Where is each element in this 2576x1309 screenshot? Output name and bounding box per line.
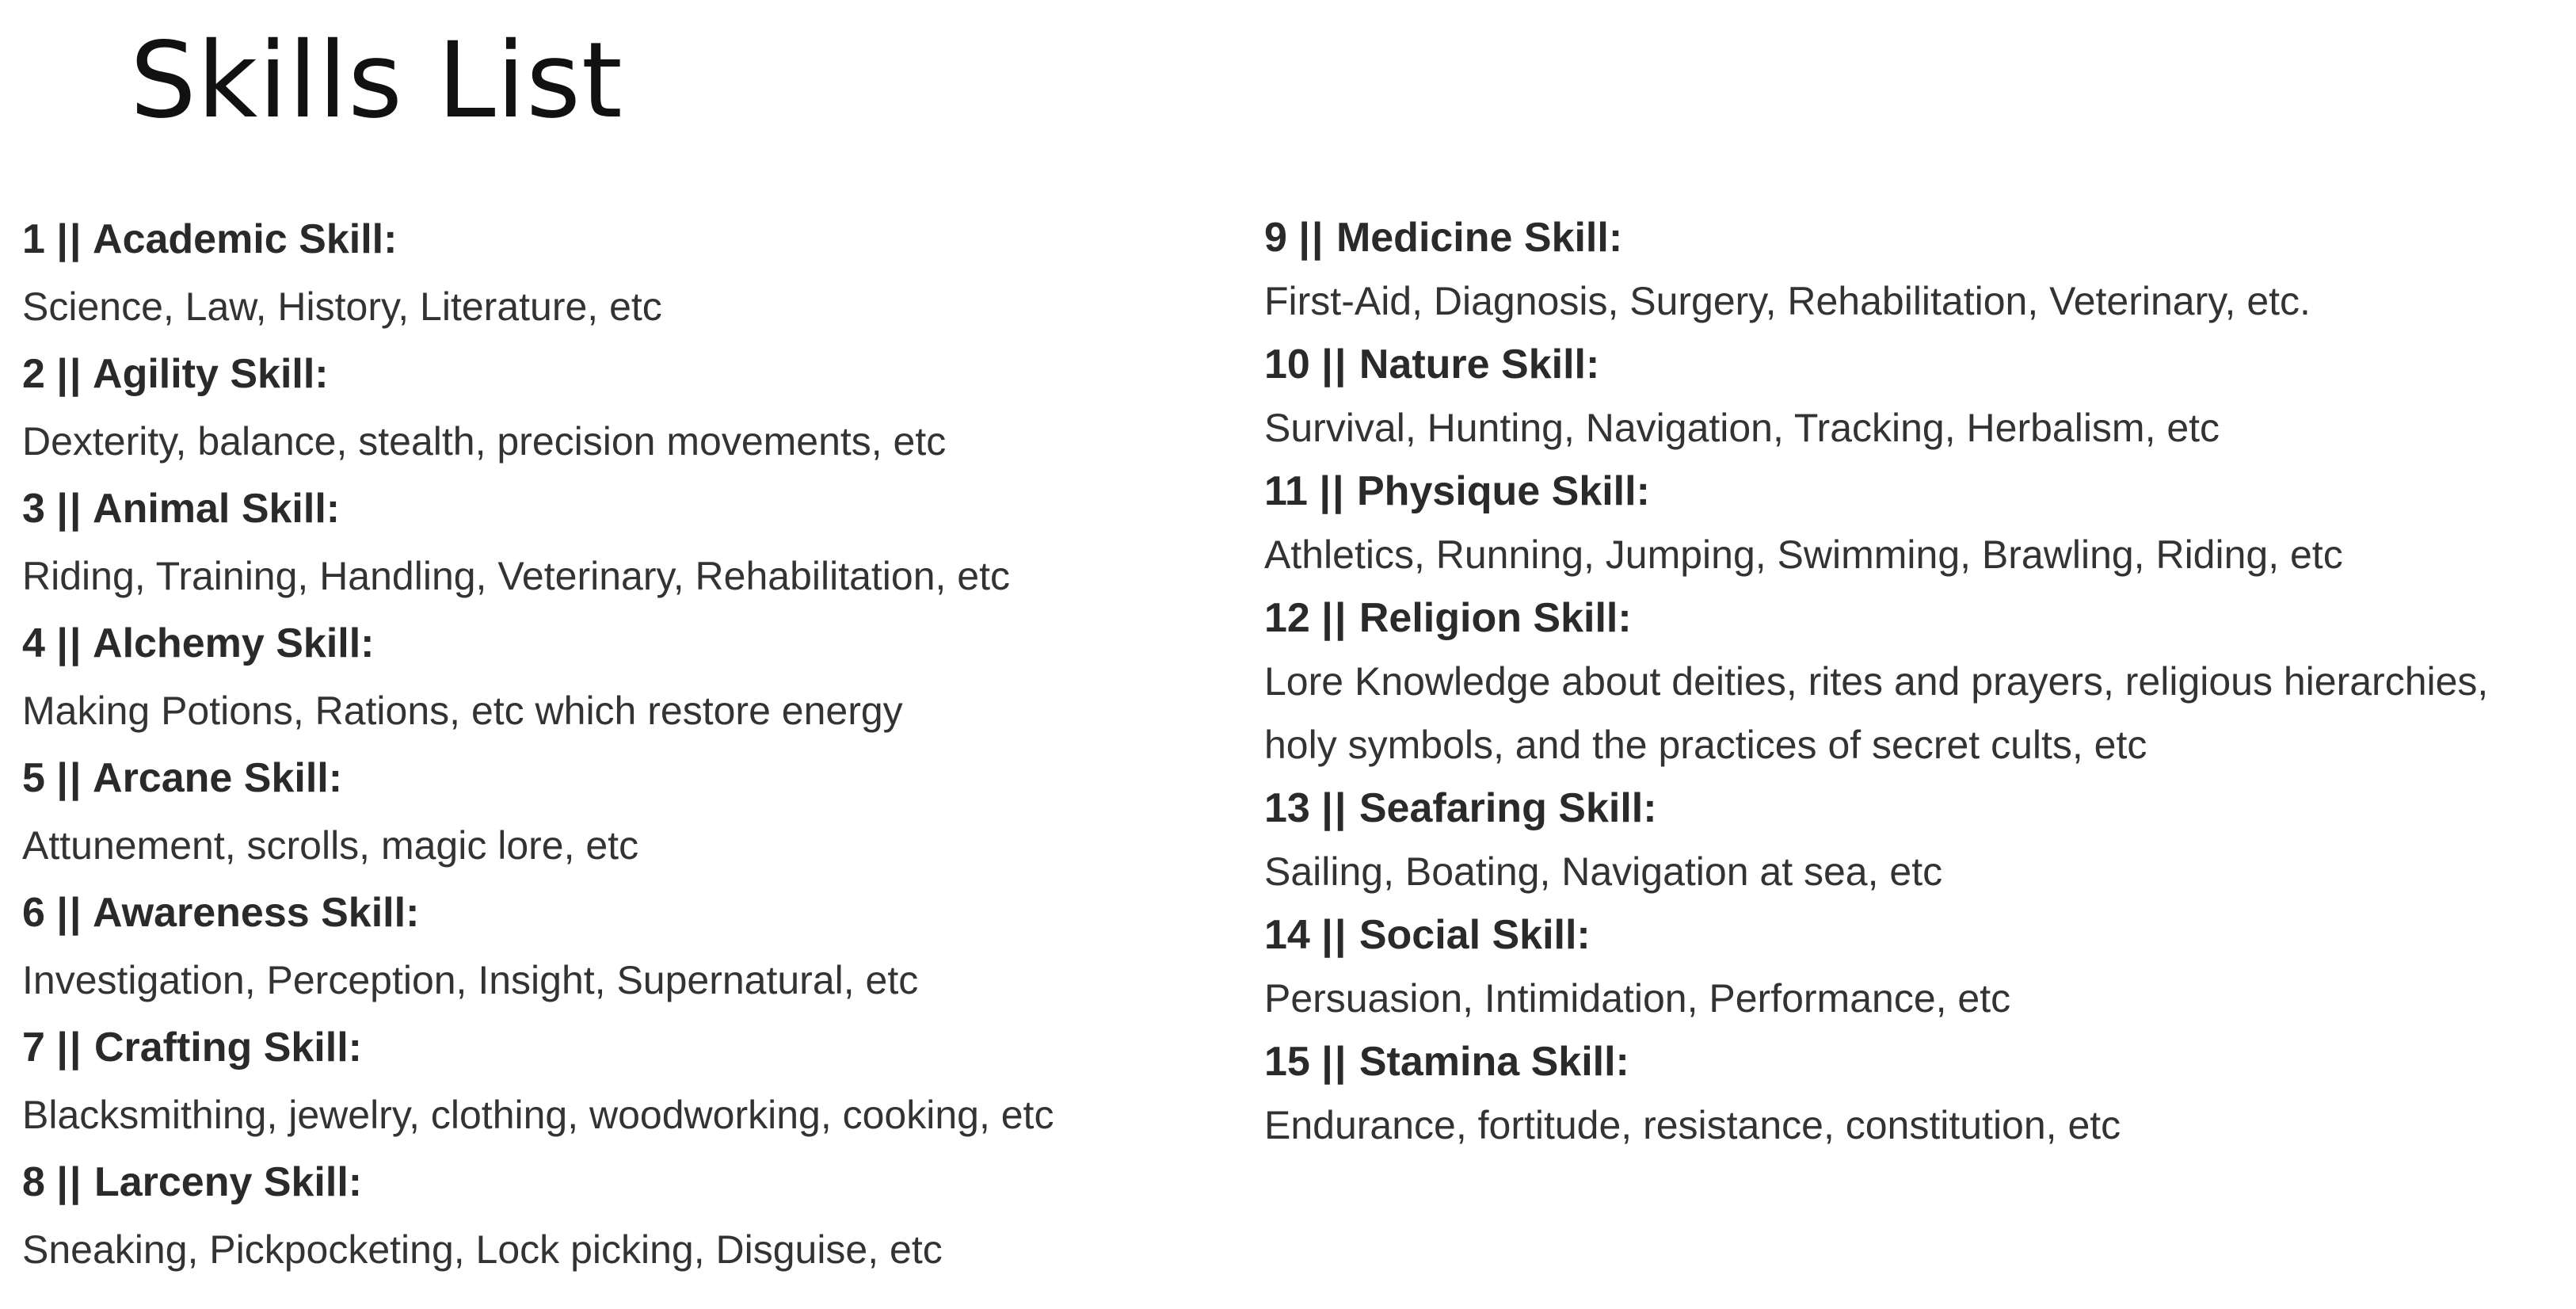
skill-item-alchemy [22, 610, 1242, 745]
skill-name: Agility Skill: [93, 351, 329, 397]
skill-item-religion [1264, 586, 2563, 777]
skill-heading [22, 1014, 1242, 1082]
skill-name: Alchemy Skill: [93, 620, 375, 666]
skill-description: Making Potions, Rations, etc which restore energy [22, 689, 903, 733]
skill-item-agility [22, 341, 1242, 475]
skill-description: Dexterity, balance, stealth, precision movements, etc [22, 419, 947, 464]
skill-heading [1264, 903, 2563, 967]
skill-description: Investigation, Perception, Insight, Supernatural, etc [22, 958, 919, 1002]
skill-separator: || [56, 890, 83, 936]
skill-name: Social Skill: [1358, 912, 1591, 958]
page-title: Skills List [130, 20, 623, 142]
skill-heading [22, 206, 1242, 273]
skills-list-right-column [1264, 206, 2563, 1157]
skill-number: 10 [1264, 342, 1310, 387]
skill-name: Crafting Skill: [93, 1025, 362, 1070]
skill-number: 7 [22, 1025, 45, 1070]
skill-description: First-Aid, Diagnosis, Surgery, Rehabilitation, Veterinary, etc. [1264, 279, 2311, 323]
skill-separator: || [56, 620, 83, 666]
skill-heading [22, 341, 1242, 408]
skill-item-seafaring [1264, 777, 2563, 903]
skill-heading [1264, 206, 2563, 269]
skill-separator: || [56, 486, 83, 532]
skill-heading [1264, 586, 2563, 650]
skill-description: Persuasion, Intimidation, Performance, etc [1264, 976, 2011, 1021]
skill-heading [22, 880, 1242, 947]
skill-description: Lore Knowledge about deities, rites and prayers, religious hierarchies, holy symbols, and the practices of secret cults, etc [1264, 659, 2489, 767]
skill-number: 13 [1264, 785, 1310, 831]
skill-name: Seafaring Skill: [1358, 785, 1657, 831]
skill-description: Survival, Hunting, Navigation, Tracking, Herbalism, etc [1264, 406, 2220, 450]
skill-number: 5 [22, 755, 45, 801]
skill-item-nature [1264, 333, 2563, 460]
skill-number: 8 [22, 1159, 45, 1205]
skill-item-crafting [22, 1014, 1242, 1149]
skill-number: 15 [1264, 1039, 1310, 1085]
skill-number: 14 [1264, 912, 1310, 958]
skill-name: Larceny Skill: [93, 1159, 363, 1205]
skill-separator: || [1321, 595, 1348, 641]
skill-item-social [1264, 903, 2563, 1030]
skill-number: 1 [22, 216, 45, 262]
skill-separator: || [56, 1025, 83, 1070]
skill-name: Awareness Skill: [93, 890, 420, 936]
skill-description: Athletics, Running, Jumping, Swimming, Brawling, Riding, etc [1264, 532, 2343, 577]
skill-name: Arcane Skill: [93, 755, 343, 801]
skill-item-awareness [22, 880, 1242, 1014]
skill-heading [22, 475, 1242, 543]
skill-name: Animal Skill: [93, 486, 341, 532]
skill-heading [22, 1149, 1242, 1216]
skill-name: Nature Skill: [1358, 342, 1600, 387]
skill-description: Sneaking, Pickpocketing, Lock picking, Disguise, etc [22, 1227, 943, 1272]
skill-heading [22, 745, 1242, 812]
skill-name: Stamina Skill: [1358, 1039, 1629, 1085]
skill-item-stamina [1264, 1030, 2563, 1157]
skill-description: Attunement, scrolls, magic lore, etc [22, 823, 639, 868]
skill-heading [1264, 1030, 2563, 1093]
skill-separator: || [1319, 468, 1346, 514]
skill-number: 11 [1264, 468, 1308, 514]
skill-separator: || [1321, 785, 1348, 831]
skill-separator: || [56, 351, 83, 397]
skill-separator: || [56, 1159, 83, 1205]
skill-description: Blacksmithing, jewelry, clothing, woodworking, cooking, etc [22, 1093, 1054, 1137]
skill-name: Physique Skill: [1357, 468, 1650, 514]
skill-separator: || [1298, 215, 1325, 261]
skill-item-academic [22, 206, 1242, 341]
skills-list-left-column [22, 206, 1242, 1284]
skill-name: Medicine Skill: [1336, 215, 1623, 261]
skill-heading [1264, 777, 2563, 840]
skill-name: Academic Skill: [93, 216, 398, 262]
skill-description: Sailing, Boating, Navigation at sea, etc [1264, 849, 1943, 894]
skill-separator: || [56, 216, 83, 262]
skill-heading [1264, 333, 2563, 396]
skill-separator: || [56, 755, 83, 801]
skill-item-arcane [22, 745, 1242, 880]
skill-number: 12 [1264, 595, 1310, 641]
skill-description: Endurance, fortitude, resistance, constitution, etc [1264, 1103, 2121, 1147]
skill-heading [22, 610, 1242, 677]
skill-number: 2 [22, 351, 45, 397]
skill-number: 3 [22, 486, 45, 532]
skill-item-medicine [1264, 206, 2563, 333]
skill-description: Science, Law, History, Literature, etc [22, 284, 662, 329]
skill-item-physique [1264, 460, 2563, 586]
skill-item-animal [22, 475, 1242, 610]
skill-number: 9 [1264, 215, 1287, 261]
skill-description: Riding, Training, Handling, Veterinary, Rehabilitation, etc [22, 554, 1010, 598]
skill-separator: || [1321, 342, 1348, 387]
skill-separator: || [1321, 912, 1348, 958]
skill-heading [1264, 460, 2563, 523]
skill-number: 4 [22, 620, 45, 666]
skill-number: 6 [22, 890, 45, 936]
skill-item-larceny [22, 1149, 1242, 1284]
skill-name: Religion Skill: [1358, 595, 1632, 641]
skill-separator: || [1321, 1039, 1348, 1085]
